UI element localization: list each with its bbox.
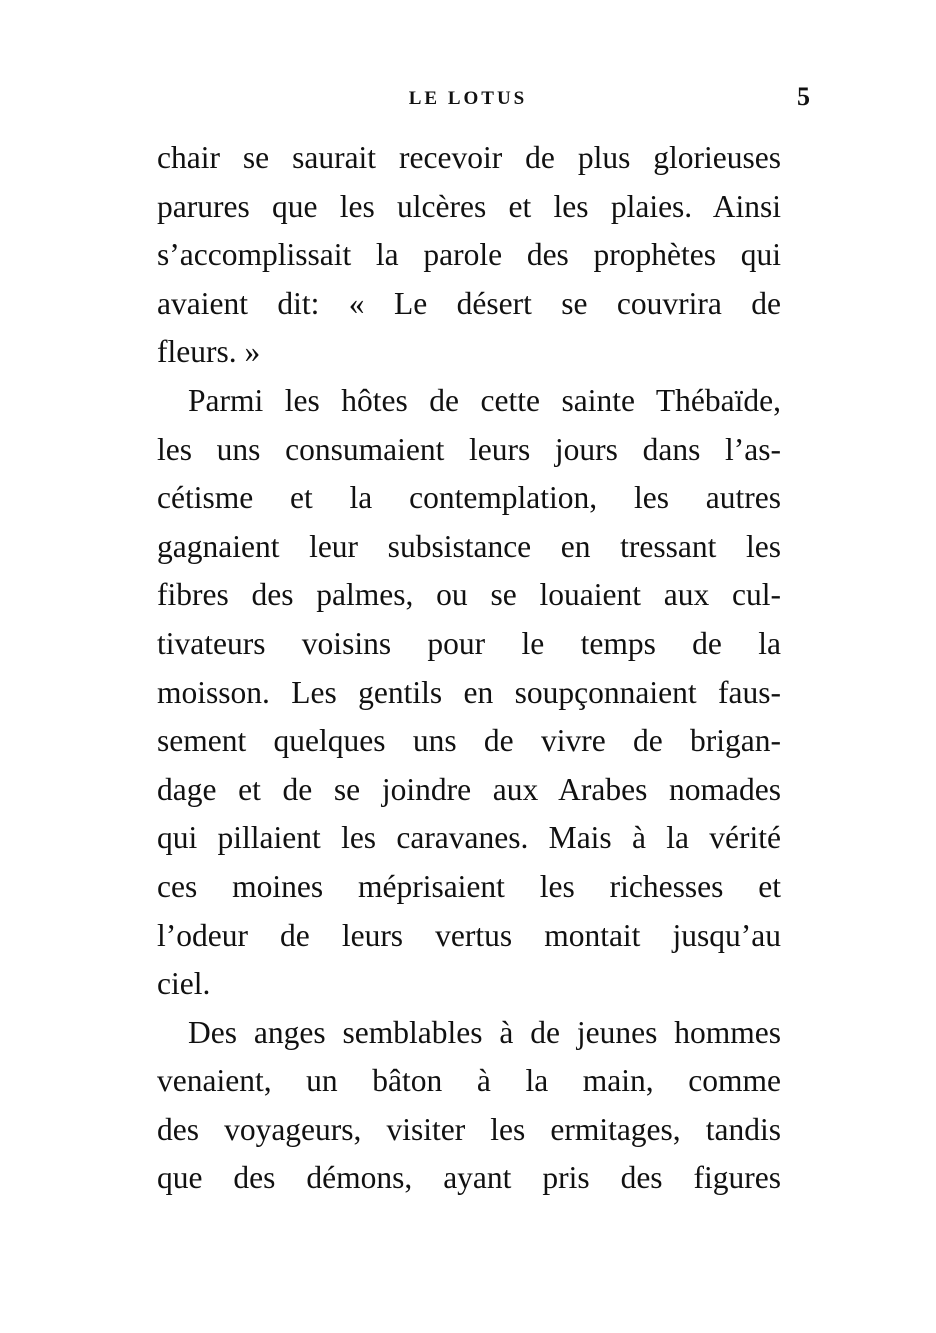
running-head [0, 82, 936, 118]
running-title: LE LOTUS [408, 88, 528, 109]
text-line: fleurs. » [157, 334, 261, 370]
text-line: fibres des palmes, ou se louaient aux cul- [157, 577, 781, 613]
text-line: tivateurs voisins pour le temps de la [157, 625, 781, 661]
text-line: ces moines méprisaient les richesses et [157, 868, 781, 904]
text-line: dage et de se joindre aux Arabes nomades [157, 771, 781, 807]
text-line: moisson. Les gentils en soupçonnaient faus- [157, 674, 781, 710]
text-line: gagnaient leur subsistance en tressant les [157, 528, 781, 564]
text-line: s’accomplissait la parole des prophètes qui [157, 237, 781, 273]
body-text [157, 134, 781, 1203]
text-line: qui pillaient les caravanes. Mais à la vérité [157, 820, 781, 856]
text-line: Parmi les hôtes de cette sainte Thébaïde, [188, 382, 781, 418]
text-line: des voyageurs, visiter les ermitages, tandis [157, 1111, 781, 1147]
text-line: ciel. [157, 966, 211, 1002]
page-number: 5 [797, 82, 810, 111]
text-line: avaient dit: « Le désert se couvrira de [157, 285, 781, 321]
text-line: venaient, un bâton à la main, comme [157, 1063, 781, 1099]
text-line: Des anges semblables à de jeunes hommes [188, 1014, 781, 1050]
text-line: que des démons, ayant pris des figures [157, 1160, 781, 1196]
text-line: parures que les ulcères et les plaies. Ainsi [157, 188, 781, 224]
text-line: cétisme et la contemplation, les autres [157, 480, 781, 516]
text-line: l’odeur de leurs vertus montait jusqu’au [157, 917, 781, 953]
text-line: chair se saurait recevoir de plus glorieuses [157, 140, 781, 175]
text-line: les uns consumaient leurs jours dans l’as- [157, 431, 781, 467]
text-line: sement quelques uns de vivre de brigan- [157, 723, 781, 759]
